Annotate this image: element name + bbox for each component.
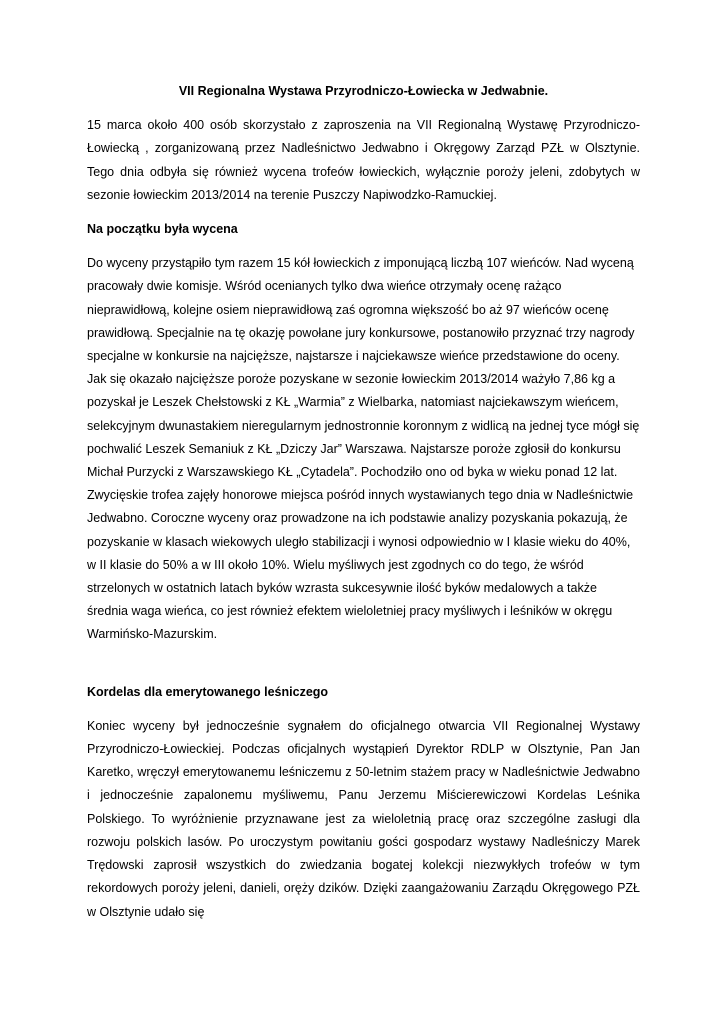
intro-paragraph: 15 marca około 400 osób skorzystało z zaproszenia na VII Regionalną Wystawę Przyrodniczo-Łowiecką , zorganizowaną przez Nadleśnictwo Jedwabno i Okręgowy Zarząd PZŁ w Olsztynie. Tego dnia odbyła się również wycena trofeów łowieckich, wyłącznie poroży jeleni, zdobytych w sezonie łowieckim 2013/2014 na terenie Puszczy Napiwodzko-Ramuckiej. [87,118,640,202]
section-heading-kordelas: Kordelas dla emerytowanego leśniczego [87,684,329,699]
document-title: VII Regionalna Wystawa Przyrodniczo-Łowiecka w Jedwabnie. [178,84,549,98]
kordelas-paragraph: Koniec wyceny był jednocześnie sygnałem do oficjalnego otwarcia VII Regionalnej Wystawy Przyrodniczo-Łowieckiej. Podczas oficjalnych wystąpień Dyrektor RDLP w Olsztynie, Pan Jan Karetko, wręczył emerytowanemu leśniczemu z 50-letnim stażem pracy w Nadleśnictwie Jedwabno i jednocześnie zapalonemu myśliwemu, Panu Jerzemu Miścierewiczowi Kordelas Leśnika Polskiego. To wyróżnienie przyznawane jest za wieloletnią pracę oraz szczególne zasługi dla rozwoju polskich lasów. Po uroczystym powitaniu gości gospodarz wystawy Nadleśniczy Marek Trędowski zaprosił wszystkich do zwiedzania bogatej kolekcji niezwykłych trofeów w tym rekordowych poroży jeleni, danieli, oręży dzików. Dzięki zaangażowaniu Zarządu Okręgowego PZŁ w Olsztynie udało się [87,718,640,919]
spacer [87,658,640,681]
valuation-paragraph: Do wyceny przystąpiło tym razem 15 kół łowieckich z imponującą liczbą 107 wieńców. Nad wyceną pracowały dwie komisje. Wśród ocenianych tylko dwa wieńce otrzymały ocenę rażąco nieprawidłową, kolejne osiem nieprawidłową zaś ogromna większość bo aż 97 wieńców ocenę prawidłową. Specjalnie na tę okazję powołane jury konkursowe, postanowiło przyznać trzy nagrody specjalne w konkursie na najcięższe, najstarsze i najciekawsze wieńce przedstawione do oceny. Jak się okazało najcięższe poroże pozyskane w sezonie łowieckim 2013/2014 ważyło 7,86 kg a pozyskał je Leszek Chełstowski z KŁ „Warmia” z Wielbarka, natomiast najciekawszym wieńcem, selekcyjnym dwunastakiem nieregularnym jednostronnie koronnym z widlicą na jednej tyce mógł się pochwalić Leszek Semaniuk z KŁ „Dziczy Jar” Warszawa. Najstarsze poroże zgłosił do konkursu Michał Purzycki z Warszawskiego KŁ „Cytadela”. Pochodziło ono od byka w wieku ponad 12 lat. Zwycięskie trofea zajęły honorowe miejsca pośród innych wystawianych tego dnia w Nadleśnictwie Jedwabno. Coroczne wyceny oraz prowadzone na ich podstawie analizy pozyskania pokazują, że pozyskanie w klasach wiekowych uległo stabilizacji i wynosi odpowiednio w I klasie wieku do 40%, w II klasie do 50% a w III około 10%. Wielu myśliwych jest zgodnych co do tego, że wśród strzelonych w ostatnich latach byków wzrasta sukcesywnie ilość byków medalowych a także średnia waga wieńca, co jest również efektem wieloletniej pracy myśliwych i leśników w okręgu Warmińsko-Mazurskim. [87,256,640,642]
section-heading-valuation: Na początku była wycena [87,222,238,237]
document-page [87,80,640,935]
